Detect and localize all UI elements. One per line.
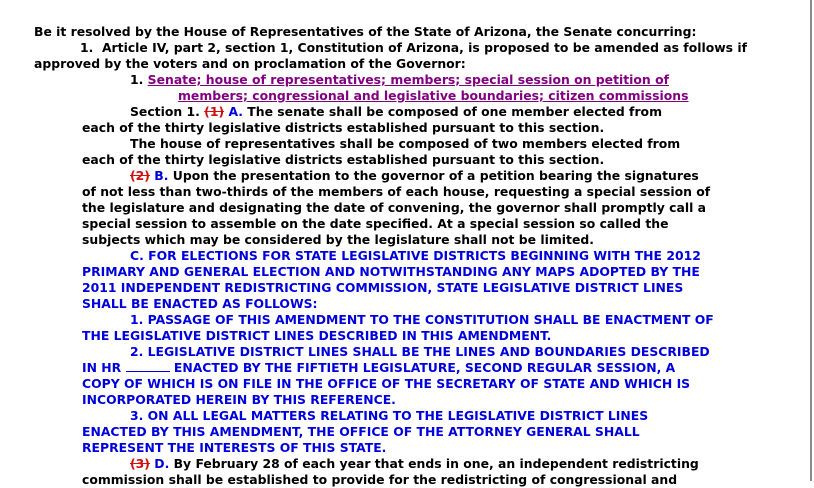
paragraph-c3-line-2: ENACTED BY THIS AMENDMENT, THE OFFICE OF THE ATTORNEY GENERAL SHALL xyxy=(82,424,640,439)
paragraph-c2-line-3: COPY OF WHICH IS ON FILE IN THE OFFICE OF THE SECRETARY OF STATE AND WHICH IS xyxy=(82,376,691,391)
paragraph-c3-line-1: 3. ON ALL LEGAL MATTERS RELATING TO THE LEGISLATIVE DISTRICT LINES xyxy=(130,408,649,423)
amendment-intro-text xyxy=(80,40,778,56)
subsection-d-text-1: By February 28 of each year that ends in one, an independent redistricting xyxy=(173,456,699,471)
subsection-b-text-1: Upon the presentation to the governor of a petition bearing the signatures xyxy=(172,168,699,183)
subsection-letter-a: A. xyxy=(228,104,243,119)
subsection-a-line-4: each of the thirty legislative districts established pursuant to this section. xyxy=(82,152,605,167)
subsection-a-text-1: The senate shall be composed of one member elected from xyxy=(247,104,662,119)
paragraph-c2-line-1: 2. LEGISLATIVE DISTRICT LINES SHALL BE THE LINES AND BOUNDARIES DESCRIBED xyxy=(130,344,710,359)
subsection-c-line-3: 2011 INDEPENDENT REDISTRICTING COMMISSION, STATE LEGISLATIVE DISTRICT LINES xyxy=(82,280,684,295)
subsection-a-line-3: The house of representatives shall be composed of two members elected from xyxy=(130,136,681,151)
section-heading-number: 1. xyxy=(130,72,144,87)
section-heading-line-2 xyxy=(178,88,688,104)
amendment-intro-line-2: approved by the voters and on proclamation of the Governor: xyxy=(34,56,466,71)
paragraph-c2-text-2: ENACTED BY THE FIFTIETH LEGISLATURE, SECOND REGULAR SESSION, A xyxy=(173,360,676,375)
hr-reference-label: IN HR xyxy=(82,360,122,375)
section-heading-line-1 xyxy=(130,72,669,88)
hr-number-blank xyxy=(126,361,170,372)
paragraph-c2-line-2 xyxy=(82,360,675,376)
subsection-b-line-3: the legislature and designating the date of convening, the governor shall promptly call a xyxy=(82,200,707,215)
subsection-b-line-2: of not less than two-thirds of the members of each house, requesting a special session of xyxy=(82,184,711,199)
paragraph-c1-line-2: THE LEGISLATIVE DISTRICT LINES DESCRIBED IN THIS AMENDMENT. xyxy=(82,328,552,343)
subsection-a-line-1 xyxy=(130,104,662,120)
window-right-border xyxy=(810,0,812,481)
subsection-a-line-2: each of the thirty legislative districts established pursuant to this section. xyxy=(82,120,605,135)
subsection-b-line-5: subjects which may be considered by the legislature shall not be limited. xyxy=(82,232,594,247)
paragraph-c3-line-3: REPRESENT THE INTERESTS OF THIS STATE. xyxy=(82,440,387,455)
subsection-c-line-2: PRIMARY AND GENERAL ELECTION AND NOTWITHSTANDING ANY MAPS ADOPTED BY THE xyxy=(82,264,700,279)
struck-number-2: (2) xyxy=(130,168,150,183)
section-heading-title-2: members; congressional and legislative boundaries; citizen commissions xyxy=(178,88,689,103)
subsection-b-line-1 xyxy=(130,168,699,184)
subsection-c-line-4: SHALL BE ENACTED AS FOLLOWS: xyxy=(82,296,318,311)
section-heading-title-1: Senate; house of representatives; members; special session on petition of xyxy=(147,72,669,87)
resolution-preamble: Be it resolved by the House of Representatives of the State of Arizona, the Senate concurring: xyxy=(34,24,697,39)
subsection-b-line-4: special session to assemble on the date specified. At a special session so called the xyxy=(82,216,669,231)
subsection-c-line-1: C. FOR ELECTIONS FOR STATE LEGISLATIVE DISTRICTS BEGINNING WITH THE 2012 xyxy=(130,248,701,263)
subsection-d-line-1 xyxy=(130,456,699,472)
section-label: Section 1. xyxy=(130,104,200,119)
amendment-intro-line xyxy=(80,40,778,56)
struck-number-1: (1) xyxy=(204,104,225,119)
subsection-letter-d: D. xyxy=(154,456,170,471)
paragraph-c1-line-1: 1. PASSAGE OF THIS AMENDMENT TO THE CONSTITUTION SHALL BE ENACTMENT OF xyxy=(130,312,714,327)
struck-number-3: (3) xyxy=(130,456,150,471)
amendment-intro-line-1: 1. Article IV, part 2, section 1, Constitution of Arizona, is proposed to be amended as follows if xyxy=(80,40,747,55)
subsection-d-line-2: commission shall be established to provide for the redistricting of congressional and xyxy=(82,472,678,487)
subsection-letter-b: B. xyxy=(154,168,169,183)
paragraph-c2-line-4: INCORPORATED HEREIN BY THIS REFERENCE. xyxy=(82,392,396,407)
